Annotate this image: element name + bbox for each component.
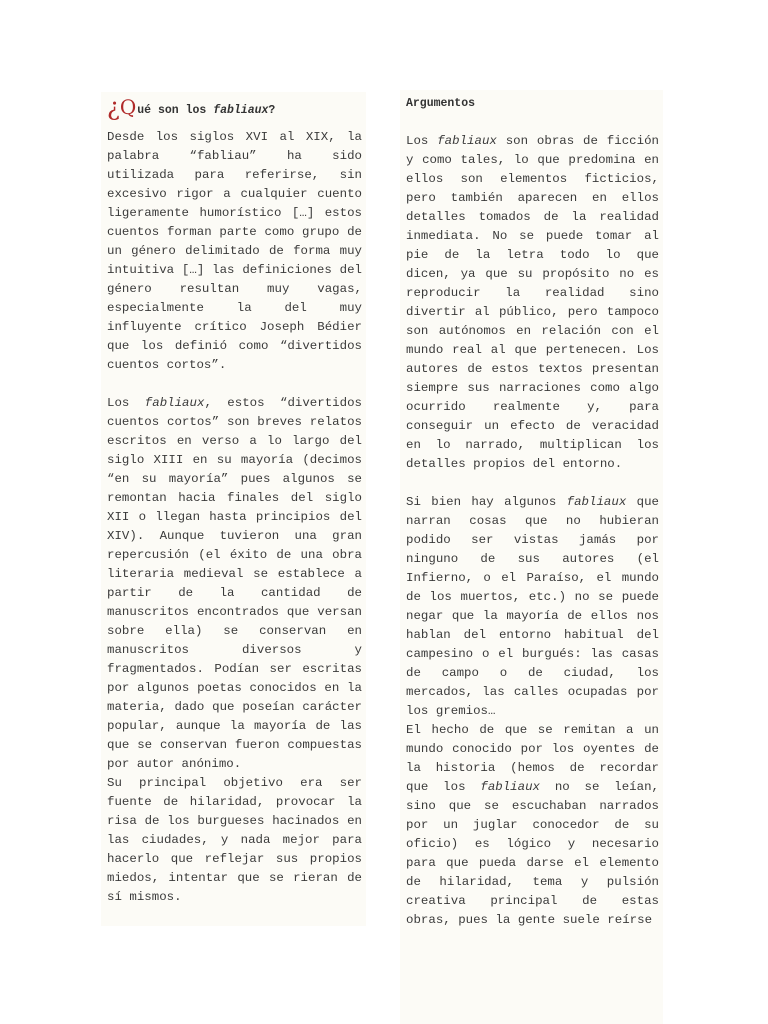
title-text: ué son los <box>137 104 214 117</box>
right-paragraph-1 <box>406 132 659 474</box>
right-p3-start: El hecho de que se remitan a un mundo conocido por los oyentes de la historia (hemos de recordar que los <box>406 723 659 794</box>
right-p2-italic: fabliaux <box>566 495 627 509</box>
right-p3-italic: fabliaux <box>480 780 541 794</box>
left-p2-italic: fabliaux <box>144 396 205 410</box>
right-p1-rest: son obras de ficción y como tales, lo que predomina en ellos son elementos ficticios, pero también aparecen en ellos detalles tomados de la realidad inmediata. No se puede tomar al pie de la letra todo lo que dicen, ya que su propósito no es reproducir la realidad sino divertir al público, pero tampoco son autónomos en relación con el mundo real al que pertenecen. Los autores de estos textos presentan siempre sus narraciones como algo ocurrido realmente y, para conseguir un efecto de veracidad en lo narrado, multiplican los detalles propios del entorno. <box>406 134 659 471</box>
right-column <box>400 90 663 1024</box>
section-heading: Argumentos <box>406 97 476 110</box>
right-p1-italic: fabliaux <box>437 134 497 148</box>
left-paragraph-1: Desde los siglos XVI al XIX, la palabra “fabliau” ha sido utilizada para referirse, sin excesivo rigor a cualquier cuento ligeramente humorístico […] estos cuentos forman parte como grupo de un género delimitado de forma muy intuitiva […] las definiciones del género resultan muy vagas, especialmente la del muy influyente crítico Joseph Bédier que los definió como “divertidos cuentos cortos”. <box>107 130 362 372</box>
right-paragraph-3 <box>406 721 659 930</box>
right-p3-rest: no se leían, sino que se escuchaban narrados por un juglar conocedor de su oficio) es lógico y necesario para que pueda darse el elemento de hilaridad, tema y pulsión creativa principal de estas obras, pues la gente suele reírse <box>406 780 659 927</box>
left-paragraph-3: Su principal objetivo era ser fuente de hilaridad, provocar la risa de los burgueses hacinados en las ciudades, y nada mejor para hacerlo que reflejar sus propios miedos, intentar que se rieran de sí mismos. <box>107 776 362 904</box>
title-end: ? <box>268 104 276 117</box>
title-question-mark: ¿ <box>107 93 120 121</box>
title-italic: fabliaux <box>213 104 269 117</box>
left-column <box>101 92 366 926</box>
left-paragraph-2 <box>107 394 362 774</box>
right-p2-start: Si bien hay algunos <box>406 495 567 509</box>
article-title <box>107 93 362 122</box>
left-p2-start: Los <box>107 396 145 410</box>
right-paragraph-2 <box>406 493 659 721</box>
right-p1-start: Los <box>406 134 438 148</box>
right-p2-rest: que narran cosas que no hubieran podido ser vistas jamás por ninguno de sus autores (el Infierno, o el Paraíso, el mundo de los muertos, etc.) no se puede negar que la mayoría de ellos nos hablan del entorno habitual del campesino o el burgués: las casas de campo o de ciudad, los mercados, las calles ocupadas por los gremios… <box>406 495 659 718</box>
left-p2-rest: , estos “divertidos cuentos cortos” son breves relatos escritos en verso a lo largo del siglo XIII en su mayoría (decimos “en su mayoría” pues algunos se remontan hacia finales del siglo XII o llegan hasta principios del XIV). Aunque tuvieron una gran repercusión (el éxito de una obra literaria medieval se establece a partir de la cantidad de manuscritos encontrados que versan sobre ella) se conservan en manuscritos diversos y fragmentados. Podían ser escritas por algunos poetas conocidos en la materia, dado que poseían carácter popular, aunque la mayoría de las que se conservan fueron compuestas por autor anónimo. <box>107 396 362 771</box>
title-drop-cap: Q <box>119 95 137 119</box>
